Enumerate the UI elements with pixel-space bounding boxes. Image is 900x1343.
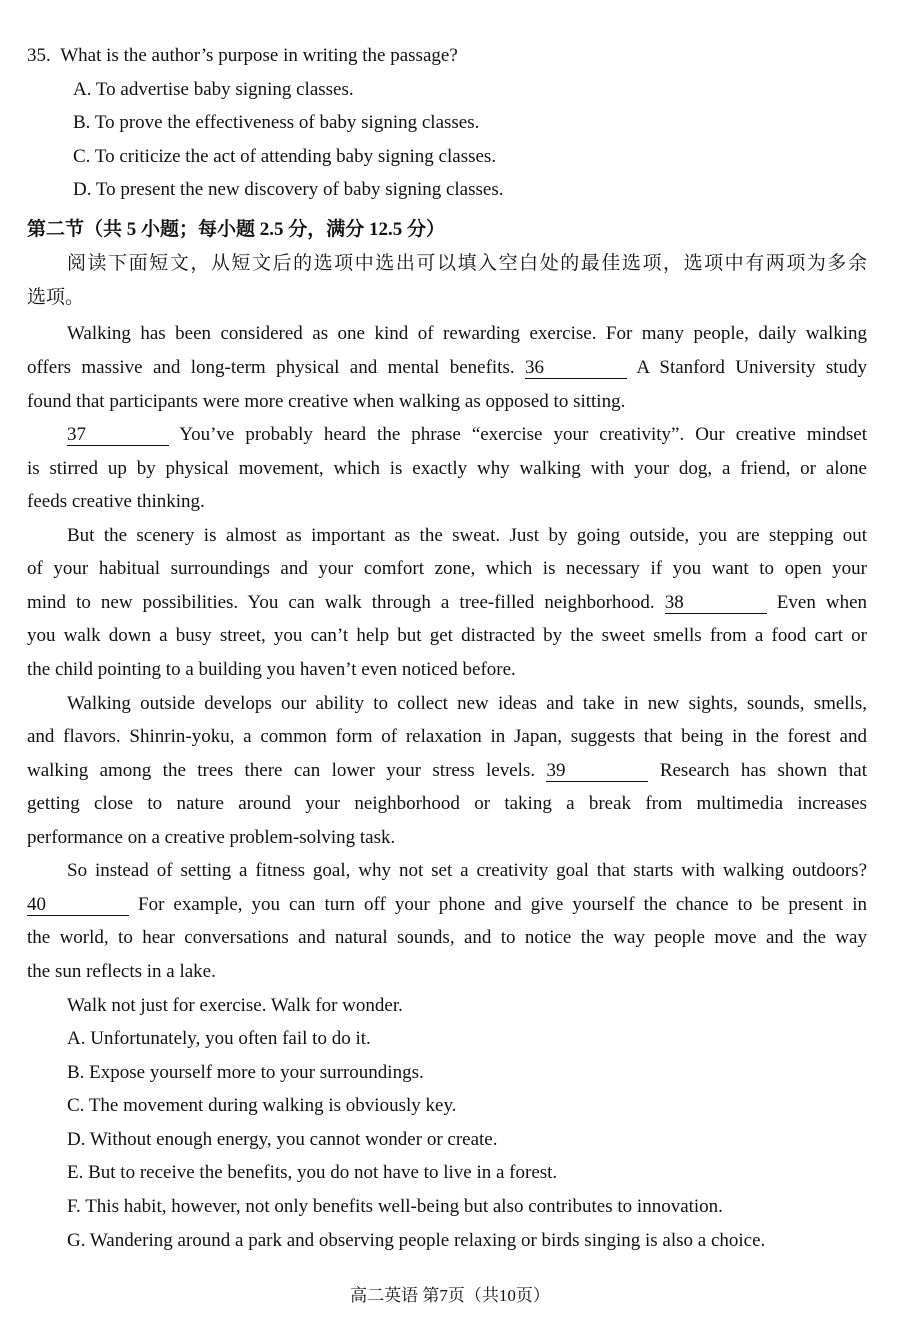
choice-f: F. This habit, however, not only benefits well-being but also contributes to innovation. <box>67 1196 723 1217</box>
p2-line-2: is stirred up by physical movement, which is exactly why walking with your dog, a friend, or alone <box>27 458 867 479</box>
p3-line-1: But the scenery is almost as important as the sweat. Just by going outside, you are stepping out <box>67 525 867 546</box>
question-text: What is the author’s purpose in writing the passage? <box>60 45 458 66</box>
section-heading: 第二节（共 5 小题；每小题 2.5 分，满分 12.5 分） <box>27 219 446 240</box>
p3-line-5: the child pointing to a building you haven’t even noticed before. <box>27 659 516 680</box>
p1-line-3: found that participants were more creative when walking as opposed to sitting. <box>27 391 626 412</box>
option-d: D. To present the new discovery of baby signing classes. <box>73 179 504 200</box>
p5-line-4: the sun reflects in a lake. <box>27 961 216 982</box>
option-a: A. To advertise baby signing classes. <box>73 79 354 100</box>
p4-line-1: Walking outside develops our ability to collect new ideas and take in new sights, sounds, smells, <box>67 693 867 714</box>
p4-line-3: walking among the trees there can lower your stress levels. 39 Research has shown that <box>27 760 868 781</box>
p3-line-2: of your habitual surroundings and your comfort zone, which is necessary if you want to open your <box>27 558 867 579</box>
choice-b: B. Expose yourself more to your surroundings. <box>67 1062 424 1083</box>
choice-c: C. The movement during walking is obviously key. <box>67 1095 457 1116</box>
p2-line-3: feeds creative thinking. <box>27 491 205 512</box>
instruction-line-1: 阅读下面短文，从短文后的选项中选出可以填入空白处的最佳选项，选项中有两项为多余 <box>67 253 867 274</box>
blank-39[interactable]: 39 <box>546 761 648 782</box>
p5-line-2: 40 For example, you can turn off your phone and give yourself the chance to be present in <box>27 894 867 915</box>
p6-line: Walk not just for exercise. Walk for wonder. <box>67 995 403 1016</box>
blank-38[interactable]: 38 <box>665 593 767 614</box>
option-c: C. To criticize the act of attending baby signing classes. <box>73 146 497 167</box>
p1-line-2: offers massive and long-term physical and mental benefits. 36 A Stanford University study <box>27 357 867 378</box>
blank-37[interactable]: 37 <box>67 425 169 446</box>
p5-line-3: the world, to hear conversations and natural sounds, and to notice the way people move and the way <box>27 927 867 948</box>
choice-g: G. Wandering around a park and observing people relaxing or birds singing is also a choice. <box>67 1230 766 1251</box>
p3-line-3: mind to new possibilities. You can walk through a tree-filled neighborhood. 38 Even when <box>27 592 868 613</box>
p3-line-4: you walk down a busy street, you can’t help but get distracted by the sweet smells from a food cart or <box>27 625 867 646</box>
p4-line-4: getting close to nature around your neighborhood or taking a break from multimedia increases <box>27 793 867 814</box>
p2-line-1: 37 You’ve probably heard the phrase “exercise your creativity”. Our creative mindset <box>67 424 867 445</box>
question-35-stem <box>27 44 458 68</box>
choice-a: A. Unfortunately, you often fail to do it. <box>67 1028 371 1049</box>
option-b: B. To prove the effectiveness of baby signing classes. <box>73 112 480 133</box>
blank-40[interactable]: 40 <box>27 895 129 916</box>
p4-line-2: and flavors. Shinrin-yoku, a common form of relaxation in Japan, suggests that being in the forest and <box>27 726 867 747</box>
p4-line-5: performance on a creative problem-solving task. <box>27 827 396 848</box>
choice-d: D. Without enough energy, you cannot wonder or create. <box>67 1129 498 1150</box>
p5-line-1: So instead of setting a fitness goal, why not set a creativity goal that starts with walking outdoors? <box>67 860 867 881</box>
question-number: 35. <box>27 45 51 66</box>
p1-line-1: Walking has been considered as one kind of rewarding exercise. For many people, daily walking <box>67 323 867 344</box>
blank-36[interactable]: 36 <box>525 358 627 379</box>
instruction-line-2: 选项。 <box>27 287 85 308</box>
choice-e: E. But to receive the benefits, you do not have to live in a forest. <box>67 1162 558 1183</box>
page-footer: 高二英语 第7页（共10页） <box>350 1286 550 1305</box>
